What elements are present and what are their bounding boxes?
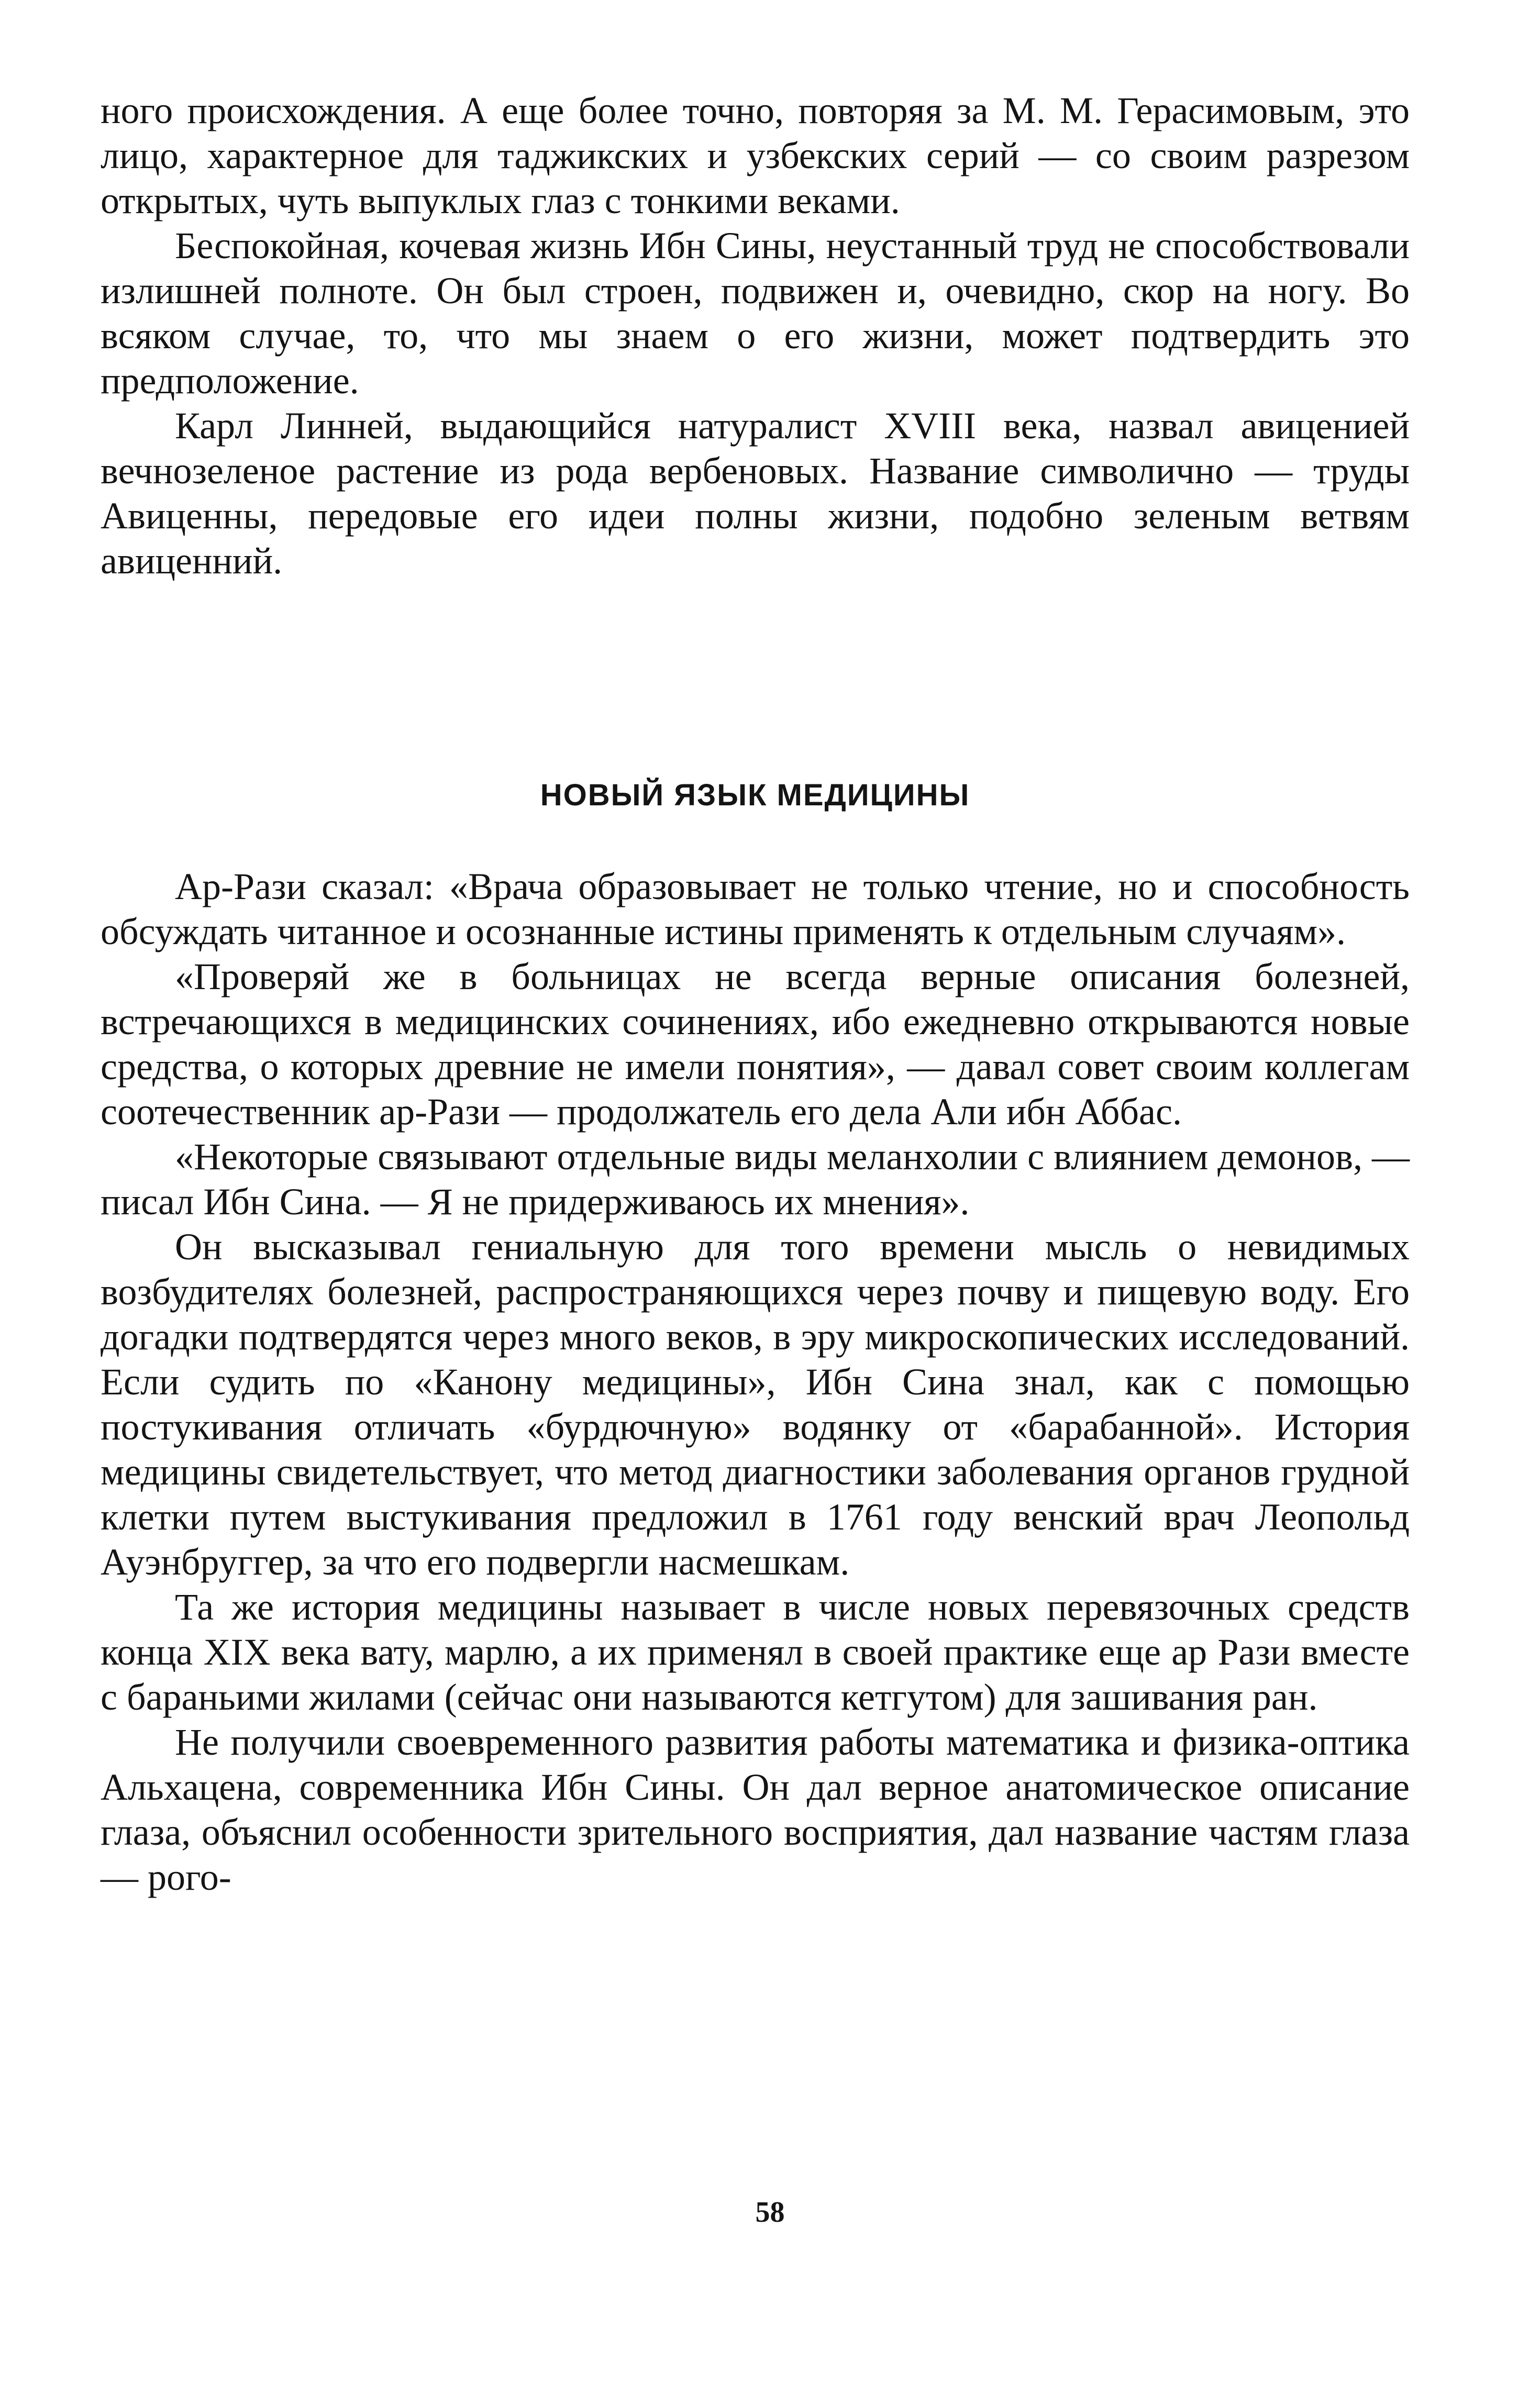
paragraph-ali-ibn-abbas: «Проверяй же в больницах не всегда верные описания болезней, встречающихся в медицинских сочинениях, ибо ежедневно открываются новые средства, о которых древние не имели понятия», — давал совет своим коллегам соотечественник ар-Рази — продолжатель его дела Али ибн Аббас. xyxy=(101,956,1410,1133)
section-heading: НОВЫЙ ЯЗЫК МЕДИЦИНЫ xyxy=(540,778,970,812)
paragraph-lifestyle: Беспокойная, кочевая жизнь Ибн Сины, неустанный труд не способствовали излишней полноте. Он был строен, подвижен и, очевидно, скор на ногу. Во всяком случае, то, что мы знаем о его жизни, может подтвердить это предположение. xyxy=(101,225,1410,402)
paragraph-linnaeus: Карл Линней, выдающийся натуралист XVIII века, назвал авиценией вечнозеленое растение из рода вербеновых. Название символично — труды Авиценны, передовые его идеи полны жизни, подобно зеленым ветвям авиценний. xyxy=(101,405,1410,582)
paragraph-alhazen: Не получили своевременного развития работы математика и физика-оптика Альхацена, современника Ибн Сины. Он дал верное анатомическое описание глаза, объяснил особенности зрительного восприятия, дал название частям глаза — рого- xyxy=(101,1721,1410,1898)
top-text-block xyxy=(101,88,1410,583)
section-text-block xyxy=(101,864,1410,1900)
paragraph-continuation: ного происхождения. А еще более точно, повторяя за М. М. Герасимовым, это лицо, характерное для таджикских и узбекских серий — со своим разрезом открытых, чуть выпуклых глаз с тонкими веками. xyxy=(101,90,1410,221)
page-number: 58 xyxy=(755,2196,785,2229)
paragraph-dressings: Та же история медицины называет в числе новых перевязочных средств конца XIX века вату, марлю, а их применял в своей практике еще ар Рази вместе с бараньими жилами (сейчас они называются кетгутом) для зашивания ран. xyxy=(101,1586,1410,1718)
paragraph-pathogens: Он высказывал гениальную для того времени мысль о невидимых возбудителях болезней, распространяющихся через почву и пищевую воду. Его догадки подтвердятся через много веков, в эру микроскопических исследований. Если судить по «Канону медицины», Ибн Сина знал, как с помощью постукивания отличать «бурдючную» водянку от «барабанной». История медицины свидетельствует, что метод диагностики заболевания органов грудной клетки путем выстукивания предложил в 1761 году венский врач Леопольд Ауэнбруггер, за что его подвергли насмешкам. xyxy=(101,1226,1410,1583)
paragraph-melancholy: «Некоторые связывают отдельные виды меланхолии с влиянием демонов, — писал Ибн Сина. — Я не придерживаюсь их мнения». xyxy=(101,1136,1410,1223)
paragraph-ar-razi-quote: Ар-Рази сказал: «Врача образовывает не только чтение, но и способность обсуждать читанное и осознанные истины применять к отдельным случаям». xyxy=(101,866,1410,952)
